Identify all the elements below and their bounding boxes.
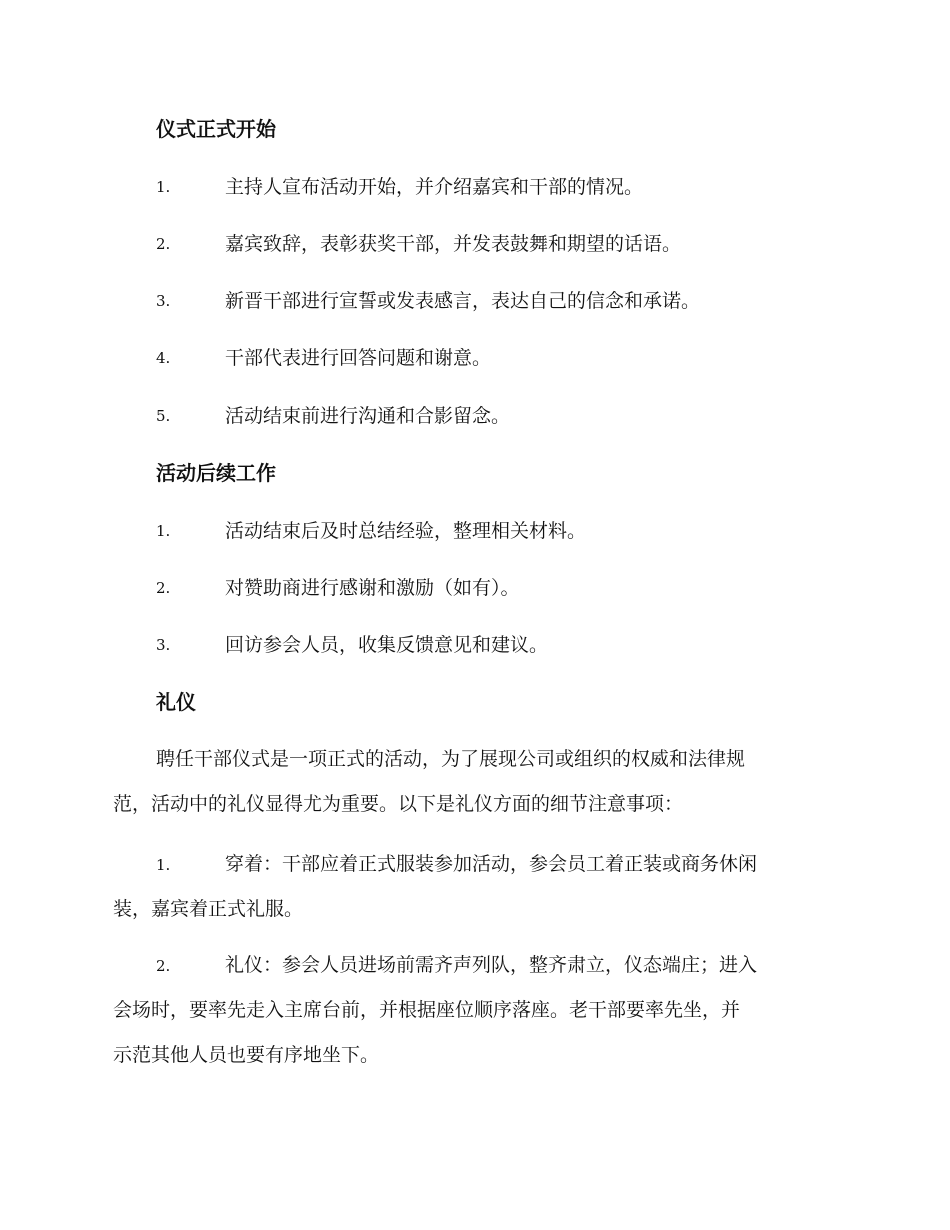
section-heading-ceremony-start: 仪式正式开始 [156, 117, 276, 141]
list-text: 回访参会人员，收集反馈意见和建议。 [225, 634, 549, 656]
paragraph-line: 聘任干部仪式是一项正式的活动，为了展现公司或组织的权威和法律规 [156, 748, 746, 770]
paragraph-line: 装，嘉宾着正式礼服。 [113, 898, 304, 920]
list-number: 2. [156, 579, 171, 597]
list-number: 4. [156, 349, 171, 367]
list-text: 穿着：干部应着正式服装参加活动，参会员工着正装或商务休闲 [225, 853, 758, 875]
paragraph-line: 示范其他人员也要有序地坐下。 [113, 1044, 380, 1066]
list-number: 3. [156, 292, 171, 310]
list-number: 3. [156, 636, 171, 654]
section-heading-etiquette: 礼仪 [156, 690, 196, 714]
paragraph-line: 会场时，要率先走入主席台前，并根据座位顺序落座。老干部要率先坐，并 [113, 999, 741, 1021]
section-heading-follow-up: 活动后续工作 [156, 461, 276, 485]
list-text: 活动结束后及时总结经验，整理相关材料。 [225, 520, 587, 542]
list-text: 活动结束前进行沟通和合影留念。 [225, 405, 511, 427]
list-text: 礼仪：参会人员进场前需齐声列队，整齐肃立，仪态端庄；进入 [225, 954, 758, 976]
list-number: 5. [156, 407, 171, 425]
list-text: 新晋干部进行宣誓或发表感言，表达自己的信念和承诺。 [225, 290, 701, 312]
etiquette-item-2 [156, 951, 757, 980]
list-number: 2. [156, 957, 171, 975]
list-number: 2. [156, 235, 171, 253]
list-text: 干部代表进行回答问题和谢意。 [225, 347, 492, 369]
list-text: 嘉宾致辞，表彰获奖干部，并发表鼓舞和期望的话语。 [225, 233, 682, 255]
list-number: 1. [156, 522, 171, 540]
etiquette-item-1 [156, 850, 757, 879]
list-text: 主持人宣布活动开始，并介绍嘉宾和干部的情况。 [225, 176, 644, 198]
list-number: 1. [156, 178, 171, 196]
paragraph-line: 范，活动中的礼仪显得尤为重要。以下是礼仪方面的细节注意事项： [113, 793, 684, 815]
list-text: 对赞助商进行感谢和激励（如有）。 [225, 577, 520, 599]
list-number: 1. [156, 856, 171, 874]
